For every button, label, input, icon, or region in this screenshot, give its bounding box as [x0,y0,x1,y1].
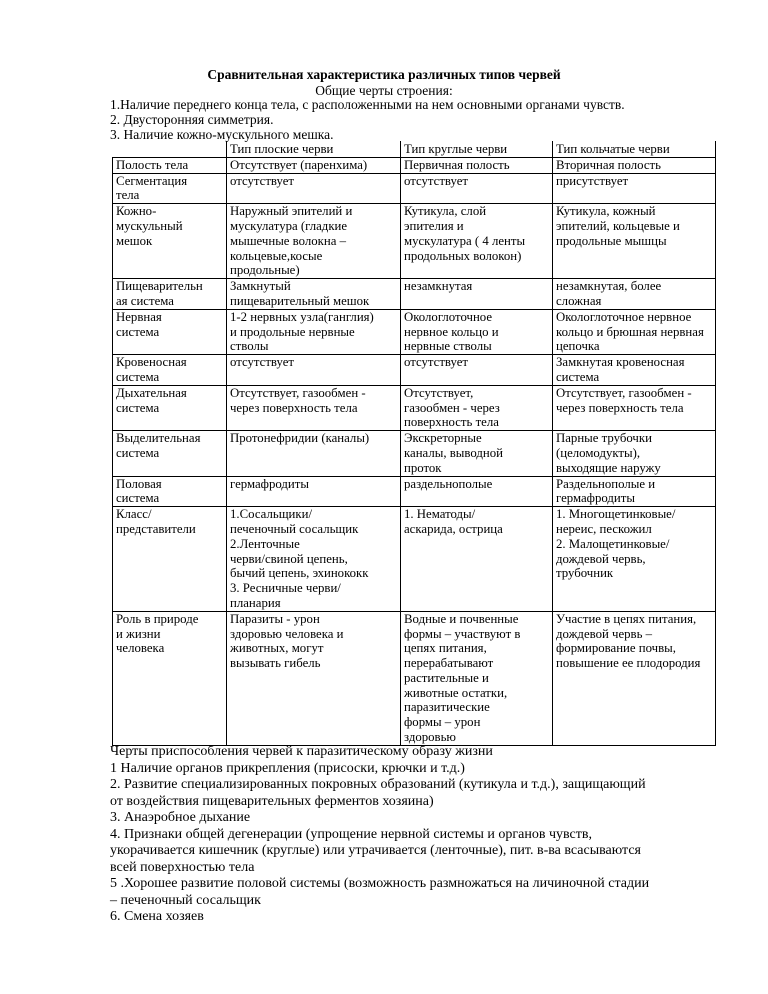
adaptations-list [110,761,730,926]
column-header: Тип кольчатые черви [553,141,716,157]
table-row [113,385,716,430]
table-cell: гермафродиты [227,476,401,507]
adaptation-item: 5 .Хорошее развитие половой системы (возможность размножаться на личиночной стадии – печеночный сосальщик [110,876,650,908]
table-cell: Отсутствует, газообмен - через поверхность тела [553,385,716,430]
adaptation-item: 2. Развитие специализированных покровных образований (кутикула и т.д.), защищающий от воздействия пищеварительных ферментов хозяина) [110,777,646,809]
table-row [113,476,716,507]
row-label: Нервная система [113,309,227,354]
table-cell: Экскреторные каналы, выводной проток [401,431,553,476]
adaptation-item: 1 Наличие органов прикрепления (присоски, крючки и т.д.) [110,760,465,776]
table-cell: Кутикула, слой эпителия и мускулатура ( 4 ленты продольных волокон) [401,204,553,279]
table-cell: раздельнополые [401,476,553,507]
column-header: Тип плоские черви [227,141,401,157]
table-cell: 1. Нематоды/ аскарида, острица [401,507,553,612]
row-label: Кожно- мускульный мешок [113,204,227,279]
adaptation-item: 4. Признаки общей дегенерации (упрощение нервной системы и органов чувств, укорачивается кишечник (круглые) или утрачивается (ленточные), пит. в-ва всасываются всей поверхностью тела [110,826,641,875]
table-body [113,157,716,745]
table-cell: Замкнутый пищеварительный мешок [227,279,401,310]
table-row [113,157,716,173]
table-cell: Окологлоточное нервное кольцо и нервные стволы [401,309,553,354]
header-row [113,141,716,157]
table-cell: Отсутствует (паренхима) [227,157,401,173]
row-label: Полость тела [113,157,227,173]
column-header: Тип круглые черви [401,141,553,157]
table-row [113,355,716,386]
row-label: Половая система [113,476,227,507]
table-cell: Отсутствует, газообмен - через поверхность тела [401,385,553,430]
row-label: Кровеносная система [113,355,227,386]
general-feature-1: 1.Наличие переднего конца тела, с расположенными на нем основными органами чувств. [110,97,625,112]
table-cell: отсутствует [401,173,553,204]
adaptation-item: 6. Смена хозяев [110,909,204,924]
row-label: Роль в природе и жизни человека [113,611,227,745]
table-cell: Первичная полость [401,157,553,173]
table-cell: Водные и почвенные формы – участвуют в цепях питания, перерабатывают растительные и животные остатки, паразитические формы – урон здоровью [401,611,553,745]
table-cell: присутствует [553,173,716,204]
row-label: Выделительная система [113,431,227,476]
table-cell: Наружный эпителий и мускулатура (гладкие мышечные волокна – кольцевые,косые продольные) [227,204,401,279]
adaptation-item: 3. Анаэробное дыхание [110,810,251,825]
table-cell: 1.Сосальщики/ печеночный сосальщик 2.Ленточные черви/свиной цепень, бычий цепень, эхинококк 3. Ресничные черви/ планария [227,507,401,612]
comparison-table [112,141,716,746]
table-cell: Парные трубочки (целомодукты), выходящие наружу [553,431,716,476]
adaptations-section [110,744,730,926]
table-cell: 1. Многощетинковые/ нереис, пескожил 2. Малощетинковые/ дождевой червь, трубочник [553,507,716,612]
document-title: Сравнительная характеристика различных типов червей [207,67,561,82]
table-header [113,141,716,157]
table-row [113,204,716,279]
table-row [113,279,716,310]
column-header [113,141,227,157]
table-row [113,431,716,476]
table-cell: 1-2 нервных узла(ганглия) и продольные нервные стволы [227,309,401,354]
table-cell: Участие в цепях питания, дождевой червь – формирование почвы, повышение ее плодородия [553,611,716,745]
table-cell: Паразиты - урон здоровью человека и животных, могут вызывать гибель [227,611,401,745]
table-cell: Протонефридии (каналы) [227,431,401,476]
general-feature-3: 3. Наличие кожно-мускульного мешка. [110,127,334,142]
table-cell: Окологлоточное нервное кольцо и брюшная нервная цепочка [553,309,716,354]
adaptations-title: Черты приспособления червей к паразитическому образу жизни [110,744,493,759]
row-label: Дыхательная система [113,385,227,430]
table-cell: Отсутствует, газообмен - через поверхность тела [227,385,401,430]
table-row [113,173,716,204]
table-cell: Кутикула, кожный эпителий, кольцевые и продольные мышцы [553,204,716,279]
table-row [113,507,716,612]
row-label: Пищеварительн ая система [113,279,227,310]
table-row [113,309,716,354]
table-cell: отсутствует [227,173,401,204]
table-cell: Раздельнополые и гермафродиты [553,476,716,507]
table-cell: Вторичная полость [553,157,716,173]
row-label: Сегментация тела [113,173,227,204]
table-row [113,611,716,745]
document-subtitle: Общие черты строения: [315,83,453,98]
table-cell: незамкнутая, более сложная [553,279,716,310]
table-cell: Замкнутая кровеносная система [553,355,716,386]
general-feature-2: 2. Двусторонняя симметрия. [110,112,274,127]
table-cell: незамкнутая [401,279,553,310]
table-cell: отсутствует [401,355,553,386]
row-label: Класс/ представители [113,507,227,612]
table-cell: отсутствует [227,355,401,386]
